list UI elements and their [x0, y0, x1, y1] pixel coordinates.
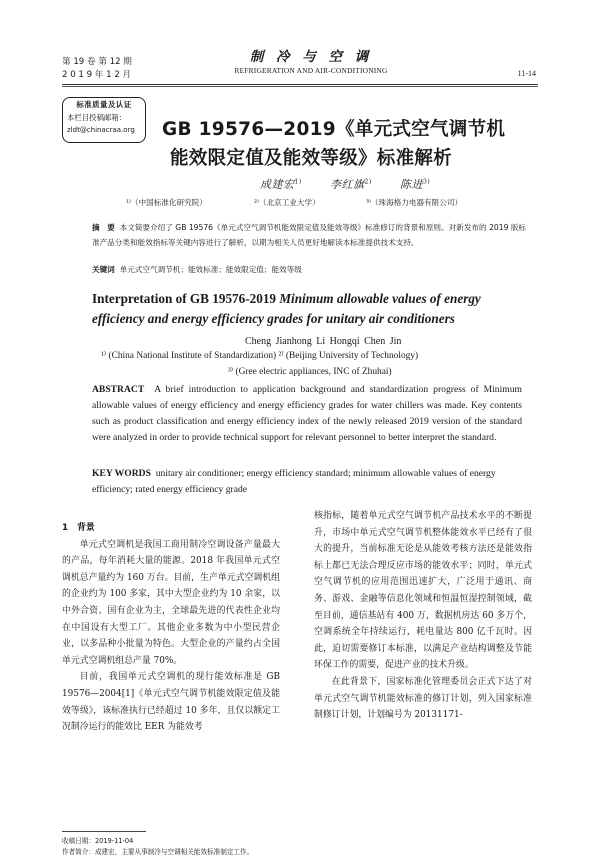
keywords-cn-label: 关键词: [92, 265, 115, 274]
issue-info: [62, 56, 132, 82]
author-bio: 作者简介：成建宏，主要从事制冷与空调相关能效标准制定工作。: [62, 848, 254, 856]
body-column-right: [314, 508, 532, 724]
stamp-submission-label: 本栏目投稿邮箱：: [67, 113, 127, 122]
affiliation-2: ²⁾（北京工业大学）: [254, 198, 320, 207]
body-paragraph-1: 单元式空调机是我国工商用制冷空调设备产量最大的产品，每年消耗大量的能源。2018 年我国单元式空调机总产量约为 160 万台。目前，生产单元式空调机组的企业约为 100 多家，其中大型企业约为 10 余家，以中外合资、国有企业为主，全球最先进的代表性企业均在中国设有大型工厂。其他企业多数为中小型民营企业，以多品种小批量为特色。大型企业的产量约占全国单元式空调机组总产量 70%。: [62, 539, 280, 666]
english-affiliation-1: ¹⁾ (China National Institute of Standardization) ²⁾ (Beijing University of Technology): [101, 351, 419, 361]
section-heading-background: 1 背景: [62, 523, 95, 533]
keywords-cn: [92, 264, 302, 275]
english-title-italic: Minimum allowable values of energy efficiency and energy efficiency grades for unitary air conditioners: [92, 291, 481, 326]
header-rule-thin: [62, 86, 538, 87]
english-affiliation-2: ³⁾ (Gree electric appliances, INC of Zhuhai): [228, 367, 392, 377]
english-title-plain: Interpretation of GB 19576-2019: [92, 291, 280, 306]
english-keywords-text: unitary air conditioner; energy efficiency standard; minimum allowable values of energy efficiency; rated energy efficiency grade: [92, 468, 496, 496]
body-paragraph-3: 核指标，随着单元式空气调节机产品技术水平的不断提升，市场中单元式空气调节机整体能效水平已经有了很大的提升，当前标准无论是从能效考核方法还是能效指标上都已无法合理反应市场的能效水平；同时，单元式空气调节机的应用范围迅速扩大，广泛用于通讯、商务、游戏、金融等信息化领域和恒温恒湿控制领域，截至目前，通信基站有 400 万，数据机房达 60 多万个，空调系统全年持续运行，耗电量达 800 亿千瓦时。因此，迫切需要修订本标准，以满足产业结构调整及节能环保工作的需要，促进产业的技术升级。: [314, 511, 532, 671]
issue-date: 2 0 1 9 年 1 2 月: [62, 70, 132, 80]
volume-issue: 第 19 卷 第 12 期: [62, 57, 132, 67]
affiliation-3: ³⁾（珠海格力电器有限公司）: [366, 198, 463, 207]
article-title: [162, 115, 505, 173]
title-line-1: GB 19576—2019《单元式空气调节机: [162, 119, 506, 140]
author-1: 成建宏$^{1)}$: [260, 178, 302, 191]
column-stamp: [62, 97, 146, 143]
english-authors: Cheng Jianhong Li Hongqi Chen Jin: [245, 336, 402, 347]
body-column-left: [62, 520, 280, 736]
abstract-cn-label: 摘 要: [92, 223, 115, 232]
journal-header: [200, 49, 422, 77]
author-3: 陈进$^{3)}$: [400, 178, 431, 191]
affiliation-1: ¹⁾（中国标准化研究院）: [126, 198, 207, 207]
english-abstract-label: ABSTRACT: [92, 384, 145, 395]
abstract-cn-text: 本文简要介绍了 GB 19576《单元式空气调节机能效限定值及能效等级》标准修订的背景和原则。对新发布的 2019 版标准产品分类和能效指标等关键内容进行了解析，以期为相关人员更好地解读本标准提供技术支持。: [92, 223, 527, 247]
journal-name-cn: 制 冷 与 空 调: [249, 49, 373, 65]
stamp-email: zldt@chinacraa.org: [67, 126, 135, 134]
stamp-column-title: 标准质量及认证: [76, 100, 132, 109]
received-date: 收稿日期：2019-11-04: [62, 837, 134, 845]
body-paragraph-2: 目前，我国单元式空调机的现行能效标准是 GB 19576—2004[1]《单元式空气调节机能效限定值及能效等级》，该标准执行已经超过 10 多年，且仅以额定工况制冷运行的能效比 EER 为能效考: [62, 672, 280, 733]
abstract-cn: [92, 220, 526, 250]
header-rule: [62, 84, 538, 85]
english-keywords-label: KEY WORDS: [92, 468, 151, 479]
keywords-cn-text: 单元式空气调节机；能效标准；能效限定值；能效等级: [119, 265, 302, 274]
footnote-rule: [62, 831, 146, 832]
english-abstract: [92, 382, 522, 446]
body-paragraph-4: 在此背景下，国家标准化管理委员会正式下达了对单元式空气调节机能效标准的修订计划，列入国家标准制修订计划，计划编号为 20131171-: [314, 676, 532, 721]
author-2: 李红旗$^{2)}$: [330, 178, 372, 191]
title-line-2: 能效限定值及能效等级》标准解析: [170, 148, 453, 169]
footnotes: [62, 836, 253, 858]
journal-name-en: REFRIGERATION AND AIR-CONDITIONING: [234, 66, 388, 75]
page-range: 11-14: [517, 69, 536, 78]
english-abstract-text: A brief introduction to application background and standardization progress of Minimum allowable values of energy efficiency and energy efficiency grades for water chillers was made. Key contents such as product classification and energy efficiency index of the newly released 2019 version of the standard were analyzed in order to provide technical support for relevant personnel to better interpret the standard.: [92, 384, 522, 444]
english-title: [92, 289, 522, 329]
english-keywords: [92, 466, 522, 498]
